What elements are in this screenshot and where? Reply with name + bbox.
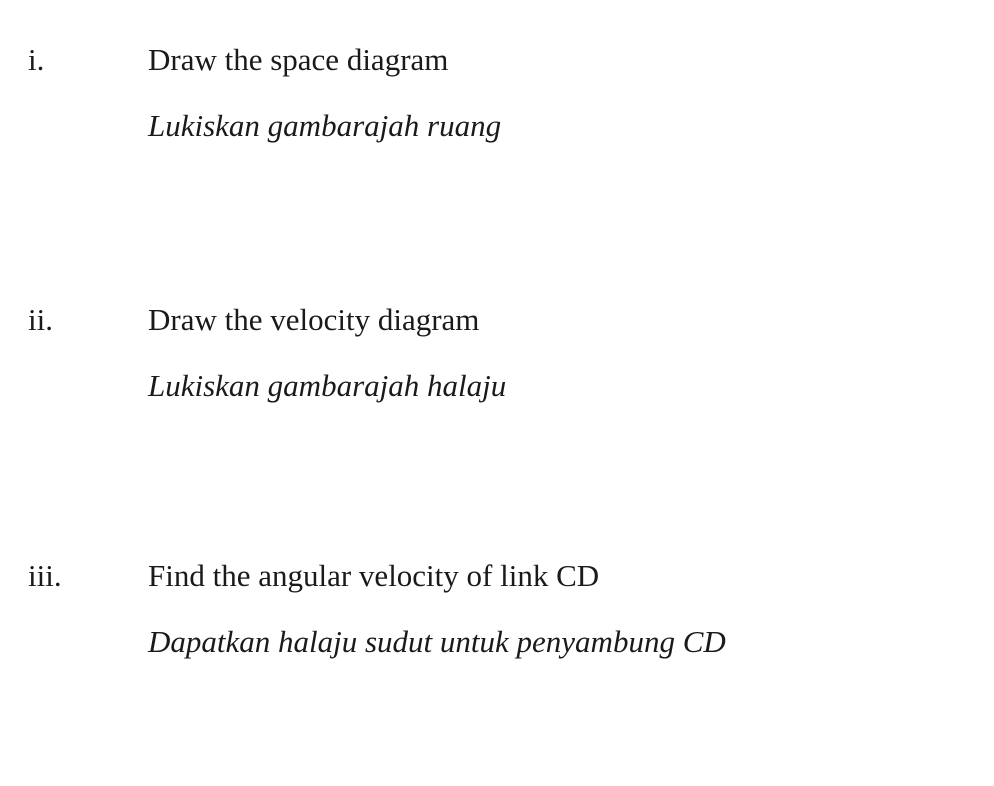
question-text-malay: Lukiskan gambarajah ruang <box>148 108 502 143</box>
question-text-malay: Lukiskan gambarajah halaju <box>148 368 507 403</box>
question-text-english: Find the angular velocity of link CD <box>148 558 600 593</box>
question-number: iii. <box>28 558 62 593</box>
question-text-malay: Dapatkan halaju sudut untuk penyambung CD <box>148 624 726 659</box>
question-text-english: Draw the space diagram <box>148 42 449 77</box>
question-text-english: Draw the velocity diagram <box>148 302 480 337</box>
question-number: ii. <box>28 302 53 337</box>
question-number: i. <box>28 42 45 77</box>
